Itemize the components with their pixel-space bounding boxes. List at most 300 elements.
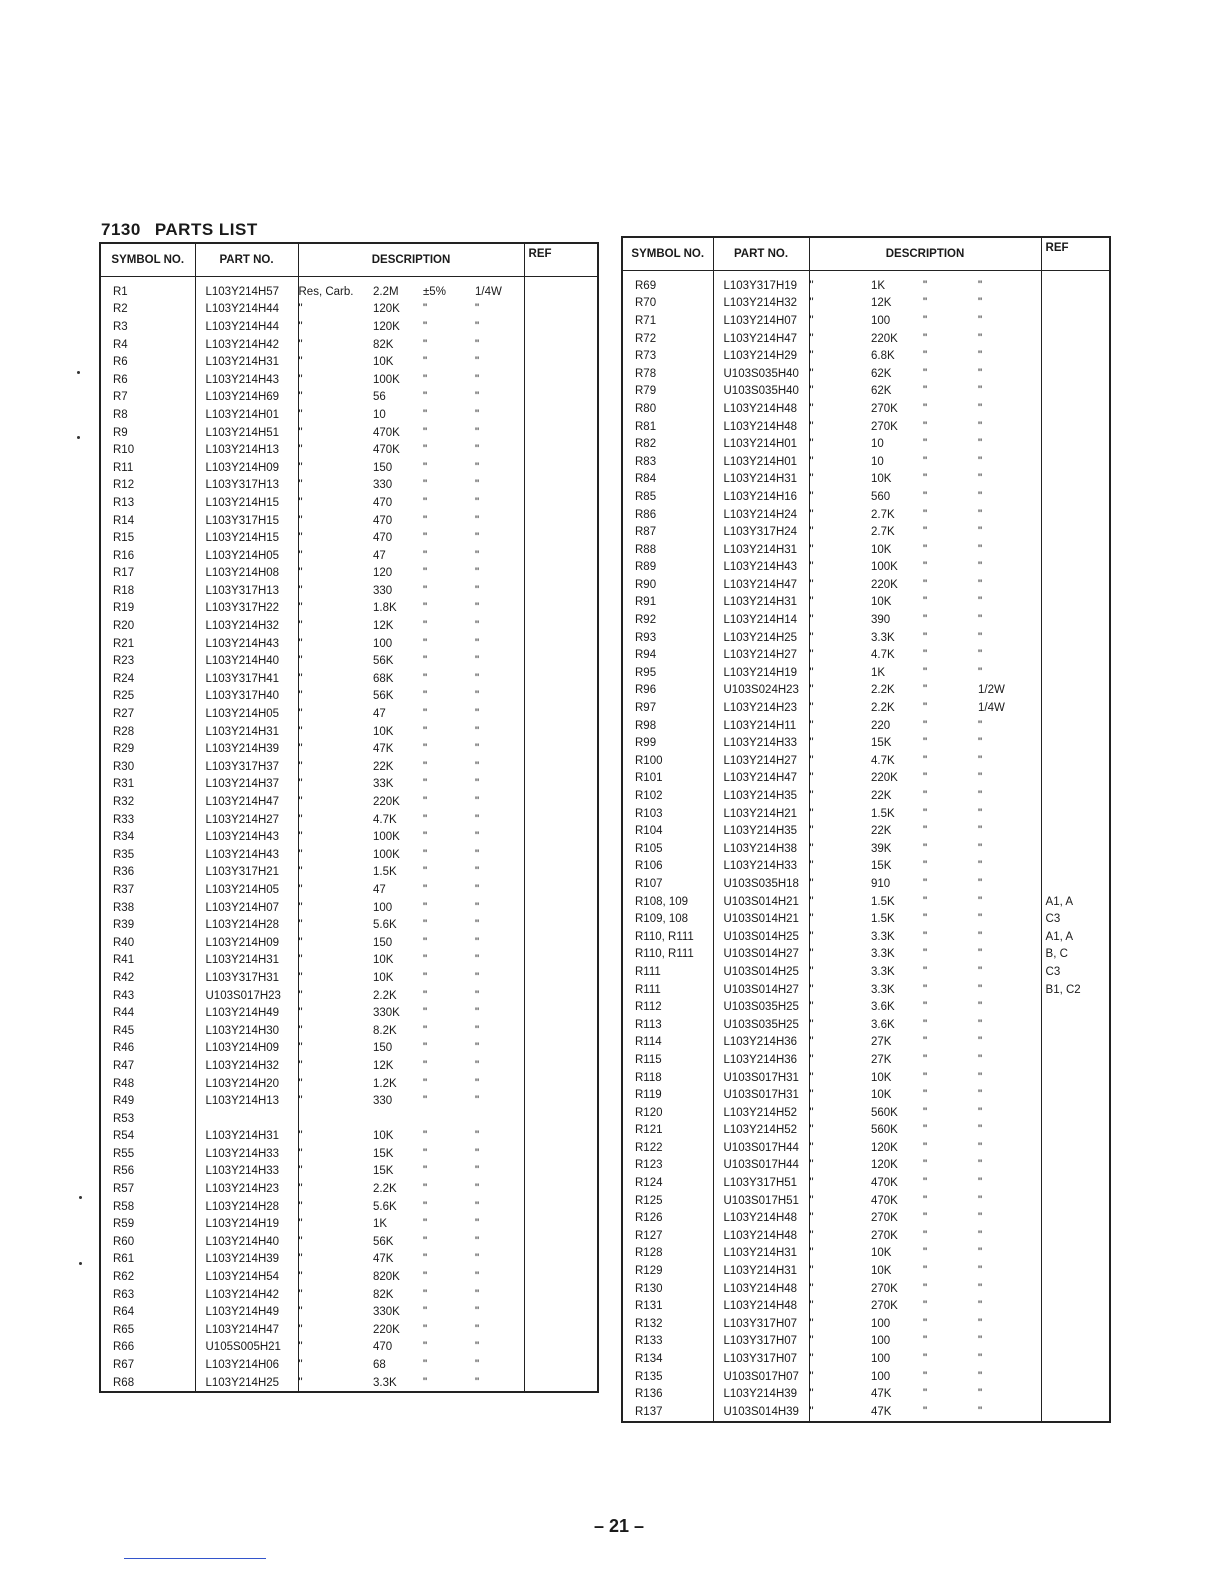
page-number: – 21 – xyxy=(594,1516,645,1536)
wattage-cell: " xyxy=(978,1104,1041,1122)
table-row xyxy=(100,1286,598,1304)
value-cell: 47K xyxy=(871,1405,892,1418)
table-row xyxy=(622,559,1110,577)
symbol-cell: R87 xyxy=(622,523,713,541)
value-cell: 270K xyxy=(871,402,898,415)
ref-cell xyxy=(1041,1069,1110,1087)
ref-cell xyxy=(524,969,598,987)
wattage-cell: " xyxy=(978,1368,1041,1386)
type-cell: " xyxy=(809,1335,814,1348)
type-cell: " xyxy=(809,543,814,556)
tolerance-cell: " xyxy=(423,391,428,404)
symbol-cell: R38 xyxy=(100,899,195,917)
table-row xyxy=(100,477,598,495)
table-row xyxy=(622,629,1110,647)
table-row xyxy=(622,471,1110,489)
ref-cell: A1, A xyxy=(1045,895,1074,908)
table-row xyxy=(100,529,598,547)
value-cell: 10 xyxy=(871,455,884,468)
part-number-cell: L103Y214H15 xyxy=(195,529,298,547)
symbol-cell: R106 xyxy=(622,858,713,876)
symbol-cell: R24 xyxy=(100,670,195,688)
table-row xyxy=(100,1040,598,1058)
ref-cell xyxy=(1041,365,1110,383)
type-cell: " xyxy=(298,620,303,633)
ref-cell: B1, C2 xyxy=(1045,983,1081,996)
type-cell: " xyxy=(298,919,303,932)
table-row xyxy=(100,740,598,758)
tolerance-cell: " xyxy=(423,1218,428,1231)
symbol-cell: R30 xyxy=(100,758,195,776)
part-number-cell: L103Y214H01 xyxy=(713,435,809,453)
part-number-cell: L103Y214H33 xyxy=(713,734,809,752)
wattage-cell: " xyxy=(978,858,1041,876)
wattage-cell: " xyxy=(978,1034,1041,1052)
table-row xyxy=(622,1385,1110,1403)
table-row xyxy=(622,1403,1110,1422)
part-number-cell: L103Y214H15 xyxy=(195,494,298,512)
value-cell: 62K xyxy=(871,385,892,398)
part-number-cell: L103Y214H23 xyxy=(195,1180,298,1198)
wattage-cell: " xyxy=(978,295,1041,313)
symbol-cell: R1 xyxy=(100,277,195,301)
type-cell: " xyxy=(809,578,814,591)
tolerance-cell: " xyxy=(423,303,428,316)
value-cell: 39K xyxy=(871,842,892,855)
parts-table-right xyxy=(621,236,1111,1423)
tolerance-cell: " xyxy=(923,1089,928,1102)
part-number-cell: L103Y214H25 xyxy=(195,1374,298,1393)
tolerance-cell: " xyxy=(423,1095,428,1108)
part-number-cell: L103Y214H31 xyxy=(195,723,298,741)
tolerance-cell: " xyxy=(923,543,928,556)
type-cell: " xyxy=(809,807,814,820)
ref-cell xyxy=(1041,295,1110,313)
part-number-cell: L103Y317H13 xyxy=(195,582,298,600)
wattage-cell: " xyxy=(978,506,1041,524)
part-number-cell: L103Y214H44 xyxy=(195,318,298,336)
symbol-cell: R69 xyxy=(622,271,713,295)
table-row xyxy=(622,734,1110,752)
symbol-cell: R62 xyxy=(100,1268,195,1286)
ref-cell xyxy=(524,406,598,424)
ref-cell xyxy=(524,353,598,371)
wattage-cell: " xyxy=(978,1385,1041,1403)
table-row xyxy=(622,506,1110,524)
type-cell: " xyxy=(809,1141,814,1154)
wattage-cell: " xyxy=(978,1139,1041,1157)
wattage-cell: " xyxy=(978,805,1041,823)
table-row xyxy=(100,1233,598,1251)
part-number-cell: U103S035H18 xyxy=(713,875,809,893)
wattage-cell: " xyxy=(978,946,1041,964)
wattage-cell: " xyxy=(978,523,1041,541)
table-row xyxy=(100,1092,598,1110)
value-cell: 100K xyxy=(373,831,400,844)
symbol-cell: R65 xyxy=(100,1321,195,1339)
type-cell: " xyxy=(809,754,814,767)
part-number-cell: U103S014H27 xyxy=(713,946,809,964)
part-number-cell: L103Y214H01 xyxy=(713,453,809,471)
ref-cell xyxy=(524,477,598,495)
wattage-cell: " xyxy=(475,916,524,934)
tolerance-cell: " xyxy=(923,490,928,503)
ref-cell xyxy=(524,441,598,459)
ref-cell: B, C xyxy=(1045,948,1068,961)
tolerance-cell: " xyxy=(423,1200,428,1213)
tolerance-cell: " xyxy=(423,883,428,896)
type-cell: " xyxy=(809,314,814,327)
ref-cell xyxy=(524,301,598,319)
wattage-cell: " xyxy=(978,928,1041,946)
tolerance-cell: " xyxy=(923,1405,928,1418)
part-header: PART NO. xyxy=(713,237,809,271)
tolerance-cell: " xyxy=(923,1124,928,1137)
part-number-cell: L103Y214H30 xyxy=(195,1022,298,1040)
tolerance-cell: " xyxy=(923,1229,928,1242)
wattage-cell: " xyxy=(978,418,1041,436)
wattage-cell: " xyxy=(475,459,524,477)
type-cell: " xyxy=(809,1388,814,1401)
wattage-cell: " xyxy=(475,740,524,758)
value-cell: 10K xyxy=(871,596,892,609)
tolerance-cell: " xyxy=(423,373,428,386)
table-row xyxy=(100,811,598,829)
value-cell: 220K xyxy=(871,772,898,785)
table-row xyxy=(100,864,598,882)
symbol-cell: R134 xyxy=(622,1350,713,1368)
page-title xyxy=(101,220,258,240)
part-number-cell: L103Y317H37 xyxy=(195,758,298,776)
tolerance-cell: " xyxy=(923,1212,928,1225)
value-cell: 270K xyxy=(871,1229,898,1242)
ref-cell xyxy=(524,1180,598,1198)
table-row xyxy=(100,987,598,1005)
table-row xyxy=(622,1174,1110,1192)
ref-cell xyxy=(1041,664,1110,682)
type-cell: " xyxy=(298,1341,303,1354)
tolerance-cell: " xyxy=(923,1265,928,1278)
symbol-cell: R8 xyxy=(100,406,195,424)
ref-cell xyxy=(524,811,598,829)
ref-cell xyxy=(1041,646,1110,664)
type-cell: " xyxy=(298,338,303,351)
value-cell: 1.5K xyxy=(373,866,397,879)
part-number-cell: L103Y214H24 xyxy=(713,506,809,524)
symbol-cell: R79 xyxy=(622,383,713,401)
type-cell: " xyxy=(809,350,814,363)
tolerance-cell: " xyxy=(923,385,928,398)
wattage-cell: " xyxy=(978,1051,1041,1069)
tolerance-cell: " xyxy=(923,367,928,380)
table-row xyxy=(622,858,1110,876)
tolerance-cell: " xyxy=(423,1235,428,1248)
table-row xyxy=(100,512,598,530)
ref-cell xyxy=(524,670,598,688)
part-number-cell: L103Y317H31 xyxy=(195,969,298,987)
part-number-cell: L103Y214H21 xyxy=(713,805,809,823)
value-cell: 1.2K xyxy=(373,1077,397,1090)
symbol-cell: R6 xyxy=(100,371,195,389)
symbol-cell: R124 xyxy=(622,1174,713,1192)
wattage-cell: " xyxy=(475,1356,524,1374)
wattage-cell: " xyxy=(978,271,1041,295)
value-cell: 560K xyxy=(871,1124,898,1137)
ref-cell xyxy=(524,512,598,530)
symbol-cell: R83 xyxy=(622,453,713,471)
type-cell: " xyxy=(809,279,814,292)
symbol-cell: R91 xyxy=(622,594,713,612)
wattage-cell: " xyxy=(475,565,524,583)
ref-cell xyxy=(1041,506,1110,524)
symbol-cell: R111 xyxy=(622,981,713,999)
type-cell: " xyxy=(809,297,814,310)
type-cell: " xyxy=(298,1271,303,1284)
tolerance-cell: " xyxy=(923,754,928,767)
tolerance-cell: " xyxy=(923,895,928,908)
tolerance-cell: " xyxy=(423,1130,428,1143)
wattage-cell: " xyxy=(475,1268,524,1286)
tolerance-cell: " xyxy=(923,719,928,732)
value-cell: 100 xyxy=(373,637,393,650)
type-cell: " xyxy=(809,877,814,890)
value-cell: 330K xyxy=(373,1007,400,1020)
type-cell: " xyxy=(809,1212,814,1225)
part-number-cell: L103Y214H31 xyxy=(713,594,809,612)
part-number-cell: L103Y214H48 xyxy=(713,1297,809,1315)
value-cell: 10 xyxy=(871,438,884,451)
wattage-cell: " xyxy=(475,318,524,336)
part-number-cell: L103Y214H48 xyxy=(713,1280,809,1298)
type-cell: " xyxy=(809,614,814,627)
symbol-cell: R29 xyxy=(100,740,195,758)
part-number-cell: L103Y214H32 xyxy=(713,295,809,313)
part-number-cell: U103S014H25 xyxy=(713,928,809,946)
wattage-cell: " xyxy=(475,1145,524,1163)
table-row xyxy=(622,400,1110,418)
value-cell: 330K xyxy=(373,1306,400,1319)
symbol-cell: R7 xyxy=(100,389,195,407)
value-cell: 56 xyxy=(373,391,386,404)
symbol-cell: R73 xyxy=(622,347,713,365)
part-number-cell: U103S017H44 xyxy=(713,1157,809,1175)
symbol-cell: R123 xyxy=(622,1157,713,1175)
wattage-cell: " xyxy=(475,652,524,670)
wattage-cell: " xyxy=(475,934,524,952)
symbol-cell: R23 xyxy=(100,652,195,670)
ref-cell xyxy=(1041,805,1110,823)
value-cell: 120 xyxy=(373,567,393,580)
value-cell: 68K xyxy=(373,672,394,685)
wattage-cell: " xyxy=(475,617,524,635)
value-cell: 330 xyxy=(373,584,393,597)
scan-speck xyxy=(77,436,80,439)
part-number-cell: L103Y317H22 xyxy=(195,600,298,618)
part-number-cell: L103Y214H25 xyxy=(713,629,809,647)
symbol-cell: R84 xyxy=(622,471,713,489)
ref-cell xyxy=(524,881,598,899)
ref-cell xyxy=(1041,998,1110,1016)
value-cell: 2.7K xyxy=(871,508,895,521)
wattage-cell: " xyxy=(475,1251,524,1269)
symbol-cell: R25 xyxy=(100,688,195,706)
ref-cell xyxy=(524,1251,598,1269)
value-cell: 10K xyxy=(871,473,892,486)
tolerance-cell: " xyxy=(923,420,928,433)
type-cell: " xyxy=(298,1288,303,1301)
tolerance-cell: " xyxy=(423,584,428,597)
wattage-cell: " xyxy=(978,840,1041,858)
symbol-cell: R121 xyxy=(622,1122,713,1140)
description-header: DESCRIPTION xyxy=(809,237,1041,271)
type-cell: " xyxy=(298,1253,303,1266)
value-cell: 100 xyxy=(871,314,891,327)
tolerance-cell: " xyxy=(923,807,928,820)
table-row xyxy=(622,1315,1110,1333)
symbol-cell: R110, R111 xyxy=(622,928,713,946)
type-cell: " xyxy=(298,496,303,509)
wattage-cell: " xyxy=(475,1040,524,1058)
wattage-cell: 1/4W xyxy=(978,699,1041,717)
ref-cell xyxy=(1041,717,1110,735)
part-number-cell: U103S035H40 xyxy=(713,383,809,401)
ref-cell xyxy=(1041,1280,1110,1298)
value-cell: 15K xyxy=(871,737,892,750)
scan-speck xyxy=(79,1196,82,1199)
type-cell: " xyxy=(809,490,814,503)
type-cell: " xyxy=(298,444,303,457)
part-number-cell: L103Y214H48 xyxy=(713,400,809,418)
ref-cell xyxy=(1041,752,1110,770)
part-number-cell: U103S035H40 xyxy=(713,365,809,383)
tolerance-cell: " xyxy=(423,796,428,809)
ref-cell xyxy=(524,916,598,934)
type-cell: " xyxy=(298,796,303,809)
symbol-cell: R94 xyxy=(622,646,713,664)
type-cell: " xyxy=(298,1183,303,1196)
symbol-cell: R133 xyxy=(622,1333,713,1351)
ref-cell xyxy=(1041,875,1110,893)
part-number-cell: L103Y317H51 xyxy=(713,1174,809,1192)
symbol-cell: R42 xyxy=(100,969,195,987)
part-number-cell: L103Y214H42 xyxy=(195,1286,298,1304)
wattage-cell: " xyxy=(475,758,524,776)
value-cell: 220K xyxy=(373,1323,400,1336)
ref-cell xyxy=(524,547,598,565)
wattage-cell: " xyxy=(475,723,524,741)
symbol-cell: R61 xyxy=(100,1251,195,1269)
value-cell: 2.2K xyxy=(871,684,895,697)
type-cell: " xyxy=(809,473,814,486)
type-cell: " xyxy=(298,1306,303,1319)
tolerance-cell: " xyxy=(923,825,928,838)
value-cell: 100 xyxy=(871,1335,891,1348)
wattage-cell: " xyxy=(475,1004,524,1022)
table-row xyxy=(100,793,598,811)
symbol-cell: R132 xyxy=(622,1315,713,1333)
value-cell: 10K xyxy=(871,543,892,556)
part-number-cell: L103Y317H07 xyxy=(713,1315,809,1333)
value-cell: 270K xyxy=(871,1282,898,1295)
type-cell: " xyxy=(298,866,303,879)
value-cell: 560K xyxy=(871,1106,898,1119)
part-number-cell: U103S017H07 xyxy=(713,1368,809,1386)
tolerance-cell: " xyxy=(923,1001,928,1014)
tolerance-cell: " xyxy=(923,1282,928,1295)
symbol-cell: R2 xyxy=(100,301,195,319)
symbol-cell: R110, R111 xyxy=(622,946,713,964)
table-row xyxy=(100,277,598,301)
wattage-cell: " xyxy=(978,1315,1041,1333)
table-row xyxy=(622,822,1110,840)
table-row xyxy=(100,1374,598,1393)
wattage-cell: " xyxy=(475,670,524,688)
table-row xyxy=(100,371,598,389)
tolerance-cell: " xyxy=(423,778,428,791)
value-cell: 27K xyxy=(871,1053,892,1066)
tolerance-cell: " xyxy=(423,514,428,527)
table-row xyxy=(100,1128,598,1146)
type-cell: " xyxy=(298,1376,303,1389)
tolerance-cell: " xyxy=(423,866,428,879)
wattage-cell: " xyxy=(978,611,1041,629)
part-number-cell: L103Y214H33 xyxy=(713,858,809,876)
tolerance-cell: " xyxy=(923,1106,928,1119)
part-number-cell: L103Y214H47 xyxy=(713,330,809,348)
table-row xyxy=(622,1350,1110,1368)
tolerance-cell: " xyxy=(923,790,928,803)
type-cell: " xyxy=(298,672,303,685)
part-number-cell: L103Y214H33 xyxy=(195,1163,298,1181)
table-row xyxy=(622,928,1110,946)
tolerance-cell: " xyxy=(423,725,428,738)
table-row xyxy=(100,881,598,899)
part-number-cell: L103Y214H51 xyxy=(195,424,298,442)
table-row xyxy=(100,1251,598,1269)
tolerance-cell: " xyxy=(923,1388,928,1401)
table-header-row xyxy=(100,243,598,277)
type-cell: " xyxy=(298,320,303,333)
table-row xyxy=(622,875,1110,893)
type-cell: " xyxy=(809,1353,814,1366)
symbol-cell: R33 xyxy=(100,811,195,829)
ref-cell xyxy=(1041,1227,1110,1245)
value-cell: 3.3K xyxy=(871,983,895,996)
type-cell: " xyxy=(298,655,303,668)
ref-cell: C3 xyxy=(1045,913,1061,926)
wattage-cell: " xyxy=(978,646,1041,664)
symbol-cell: R103 xyxy=(622,805,713,823)
tolerance-cell: " xyxy=(423,479,428,492)
value-cell: 470K xyxy=(871,1177,898,1190)
table-row xyxy=(100,565,598,583)
table-row xyxy=(622,488,1110,506)
symbol-cell: R59 xyxy=(100,1215,195,1233)
value-cell: 1K xyxy=(871,666,886,679)
part-number-cell: U103S014H25 xyxy=(713,963,809,981)
part-number-cell: U103S017H51 xyxy=(713,1192,809,1210)
part-number-cell: L103Y214H39 xyxy=(195,740,298,758)
ref-cell xyxy=(524,776,598,794)
part-number-cell: L103Y317H24 xyxy=(713,523,809,541)
part-number-cell: L103Y214H09 xyxy=(195,459,298,477)
tolerance-cell: " xyxy=(923,314,928,327)
part-number-cell: U103S014H21 xyxy=(713,910,809,928)
type-cell: " xyxy=(809,737,814,750)
table-row xyxy=(622,1297,1110,1315)
part-number-cell: L103Y317H19 xyxy=(713,271,809,295)
wattage-cell: " xyxy=(475,846,524,864)
